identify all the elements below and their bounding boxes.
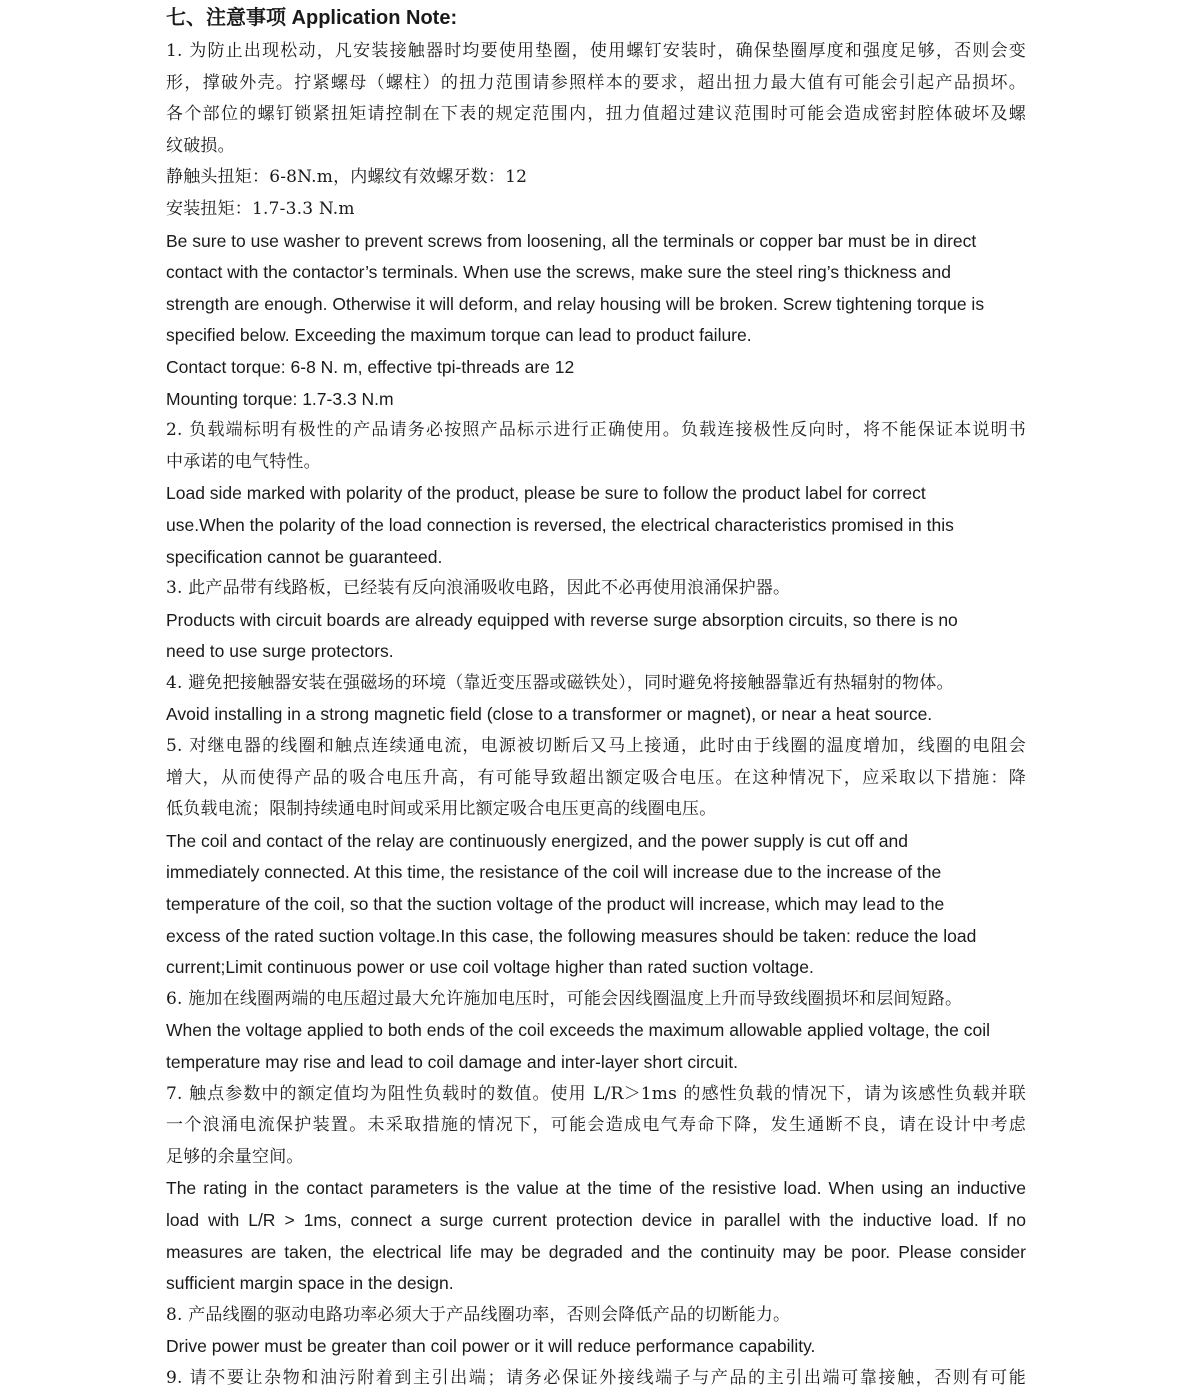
note-line: need to use surge protectors. — [166, 641, 394, 662]
note-line: Products with circuit boards are already equipped with reverse surge absorption circuits, so there is no — [166, 609, 958, 630]
note-line: Contact torque: 6-8 N. m, effective tpi-threads are 12 — [166, 356, 575, 377]
note-line: temperature of the coil, so that the suction voltage of the product will increase, which may lead to the — [166, 894, 945, 915]
note-line: 增大，从而使得产品的吸合电压升高，有可能导致超出额定吸合电压。在这种情况下，应采取以下措施：降 — [166, 767, 1026, 788]
note-line: 中承诺的电气特性。 — [166, 451, 321, 472]
note-line: measures are taken, the electrical life may be degraded and the continuity may be poor. Please consider — [166, 1241, 1026, 1262]
note-line: temperature may rise and lead to coil damage and inter-layer short circuit. — [166, 1052, 738, 1072]
note-line: 9. 请不要让杂物和油污附着到主引出端；请务必保证外接线端子与产品的主引出端可靠接触，否则有可能 — [166, 1367, 1026, 1388]
note-line: 2. 负载端标明有极性的产品请务必按照产品标示进行正确使用。负载连接极性反向时，将不能保证本说明书 — [166, 420, 1026, 441]
note-line: load with L/R > 1ms, connect a surge current protection device in parallel with the inductive load. If no — [166, 1209, 1026, 1230]
note-line: 1. 为防止出现松动，凡安装接触器时均要使用垫圈，使用螺钉安装时，确保垫圈厚度和强度足够，否则会变 — [166, 41, 1026, 61]
note-line: 5. 对继电器的线圈和触点连续通电流，电源被切断后又马上接通，此时由于线圈的温度增加，线圈的电阻会 — [166, 736, 1026, 757]
note-line: Load side marked with polarity of the product, please be sure to follow the product label for correct — [166, 483, 926, 504]
note-line: Mounting torque: 1.7-3.3 N.m — [166, 388, 394, 409]
note-line: specified below. Exceeding the maximum torque can lead to product failure. — [166, 325, 752, 346]
note-line: When the voltage applied to both ends of the coil exceeds the maximum allowable applied voltage, the coil — [166, 1020, 990, 1041]
note-line: 低负载电流；限制持续通电时间或采用比额定吸合电压更高的线圈电压。 — [166, 799, 717, 820]
note-line: The coil and contact of the relay are continuously energized, and the power supply is cut off and — [166, 830, 908, 851]
note-line: contact with the contactor’s terminals. When use the screws, make sure the steel ring’s thickness and — [166, 262, 951, 283]
note-line: The rating in the contact parameters is the value at the time of the resistive load. When using an inductive — [166, 1178, 1026, 1199]
note-body — [166, 36, 1026, 1395]
note-line: 6. 施加在线圈两端的电压超过最大允许施加电压时，可能会因线圈温度上升而导致线圈损坏和层间短路。 — [166, 988, 963, 1009]
note-line: sufficient margin space in the design. — [166, 1273, 454, 1294]
note-line: 4. 避免把接触器安装在强磁场的环境（靠近变压器或磁铁处），同时避免将接触器靠近有热辐射的物体。 — [166, 672, 954, 693]
note-line: 安装扭矩：1.7-3.3 N.m — [166, 198, 355, 219]
note-line: strength are enough. Otherwise it will deform, and relay housing will be broken. Screw tightening torque is — [166, 293, 985, 314]
note-line: 各个部位的螺钉锁紧扭矩请控制在下表的规定范围内，扭力值超过建议范围时可能会造成密封腔体破坏及螺 — [166, 104, 1026, 125]
note-line: 静触头扭矩：6-8N.m，内螺纹有效螺牙数：12 — [166, 167, 528, 188]
note-line: excess of the rated suction voltage.In this case, the following measures should be taken: reduce the load — [166, 925, 977, 946]
note-line: immediately connected. At this time, the resistance of the coil will increase due to the increase of the — [166, 862, 942, 883]
note-line: 7. 触点参数中的额定值均为阻性负载时的数值。使用 L/R＞1ms 的感性负载的情况下，请为该感性负载并联 — [166, 1083, 1026, 1104]
note-line: specification cannot be guaranteed. — [166, 546, 443, 567]
note-line: Avoid installing in a strong magnetic field (close to a transformer or magnet), or near a heat source. — [166, 704, 933, 725]
note-line: Drive power must be greater than coil power or it will reduce performance capability. — [166, 1336, 816, 1357]
note-line: 一个浪涌电流保护装置。未采取措施的情况下，可能会造成电气寿命下降，发生通断不良，请在设计中考虑 — [166, 1115, 1026, 1136]
note-line: Be sure to use washer to prevent screws from loosening, all the terminals or copper bar must be in direct — [166, 230, 977, 251]
application-note-page — [166, 0, 1026, 1395]
note-line: current;Limit continuous power or use coil voltage higher than rated suction voltage. — [166, 957, 814, 978]
note-line: 形，撑破外壳。拧紧螺母（螺柱）的扭力范围请参照样本的要求，超出扭力最大值有可能会引起产品损坏。 — [166, 72, 1026, 93]
note-line: 8. 产品线圈的驱动电路功率必须大于产品线圈功率，否则会降低产品的切断能力。 — [166, 1304, 791, 1325]
note-line: 3. 此产品带有线路板，已经装有反向浪涌吸收电路，因此不必再使用浪涌保护器。 — [166, 578, 791, 599]
note-line: use.When the polarity of the load connection is reversed, the electrical characteristics promised in this — [166, 514, 954, 535]
note-line: 足够的余量空间。 — [166, 1146, 304, 1167]
note-line: 纹破损。 — [166, 135, 235, 156]
section-heading: 七、注意事项 Application Note: — [166, 7, 458, 29]
